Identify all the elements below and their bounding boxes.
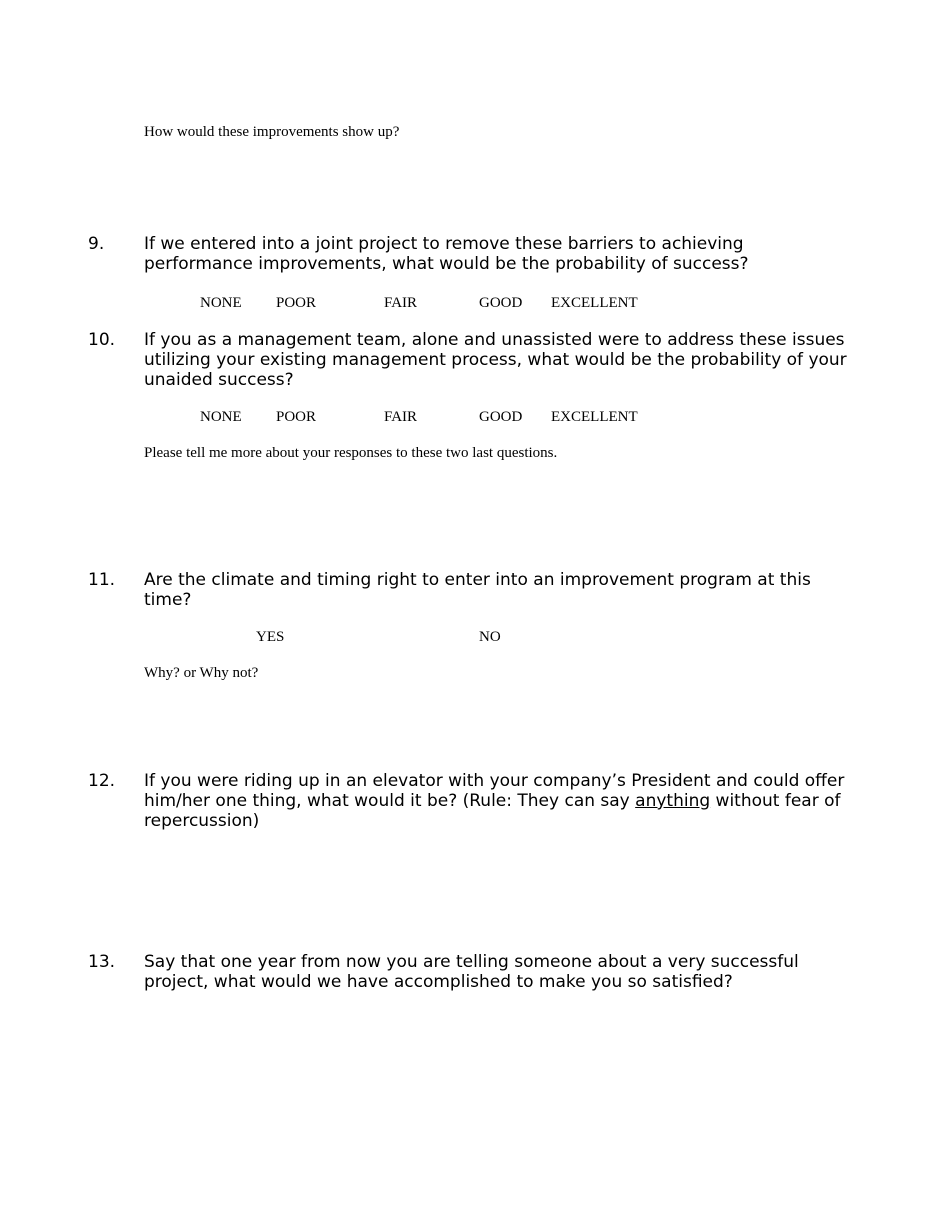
rating-option-fair[interactable]: FAIR — [384, 295, 418, 311]
question-text — [144, 791, 841, 811]
question-number: 11. — [88, 570, 116, 590]
question-text: time? — [144, 590, 192, 610]
question-number: 12. — [88, 771, 116, 791]
emphasis-underlined: anything — [635, 791, 711, 811]
question-text-part: without fear of — [710, 791, 841, 811]
question-number: 10. — [88, 330, 116, 350]
followup-prompt: Why? or Why not? — [144, 665, 259, 681]
question-text: If you were riding up in an elevator with your company’s President and could offer — [144, 771, 845, 791]
rating-option-excellent[interactable]: EXCELLENT — [551, 295, 638, 311]
rating-option-good[interactable]: GOOD — [479, 409, 523, 425]
answer-option-no[interactable]: NO — [479, 629, 501, 645]
question-number: 9. — [88, 234, 105, 254]
question-number: 13. — [88, 952, 116, 972]
question-text: repercussion) — [144, 811, 260, 831]
rating-option-none[interactable]: NONE — [200, 409, 242, 425]
rating-option-good[interactable]: GOOD — [479, 295, 523, 311]
question-text: project, what would we have accomplished to make you so satisfied? — [144, 972, 733, 992]
rating-option-excellent[interactable]: EXCELLENT — [551, 409, 638, 425]
question-text: If we entered into a joint project to remove these barriers to achieving — [144, 234, 744, 254]
rating-option-none[interactable]: NONE — [200, 295, 242, 311]
improvements-prompt: How would these improvements show up? — [144, 124, 400, 140]
question-text-part: him/her one thing, what would it be? (Rule: They can say — [144, 791, 636, 811]
rating-option-poor[interactable]: POOR — [276, 295, 317, 311]
followup-prompt: Please tell me more about your responses to these two last questions. — [144, 445, 558, 461]
question-text: unaided success? — [144, 370, 294, 390]
rating-option-poor[interactable]: POOR — [276, 409, 317, 425]
rating-option-fair[interactable]: FAIR — [384, 409, 418, 425]
question-text: Are the climate and timing right to enter into an improvement program at this — [144, 570, 811, 590]
question-text: performance improvements, what would be the probability of success? — [144, 254, 749, 274]
question-text: If you as a management team, alone and unassisted were to address these issues — [144, 330, 845, 350]
question-text: utilizing your existing management process, what would be the probability of your — [144, 350, 847, 370]
answer-option-yes[interactable]: YES — [256, 629, 285, 645]
question-text: Say that one year from now you are telling someone about a very successful — [144, 952, 799, 972]
